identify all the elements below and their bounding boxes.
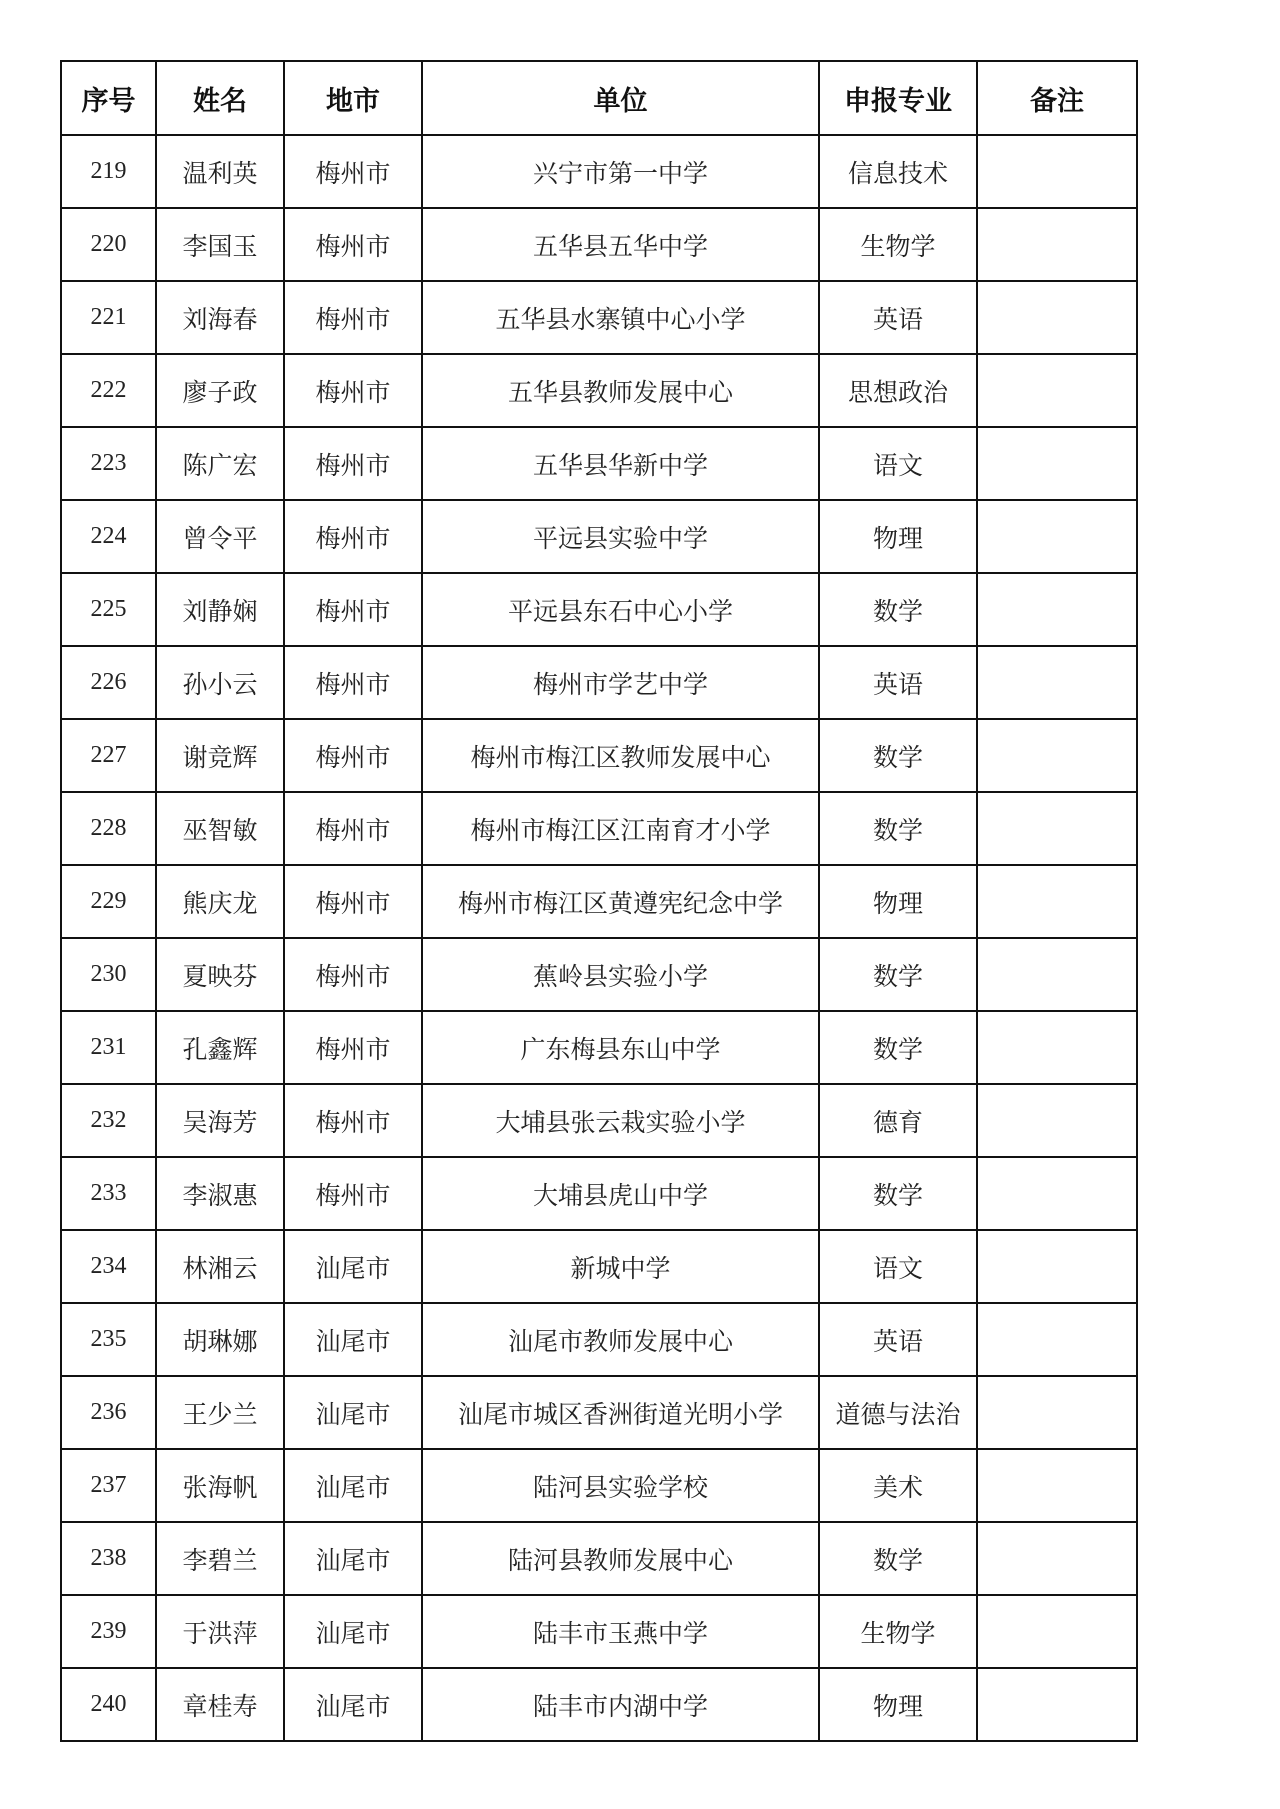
cell-name: 廖子政 [156, 354, 284, 427]
cell-remarks [977, 865, 1137, 938]
cell-serial-number: 235 [61, 1303, 156, 1376]
table-row [61, 1522, 1137, 1595]
cell-city: 梅州市 [284, 281, 422, 354]
cell-city: 梅州市 [284, 1084, 422, 1157]
cell-specialty: 信息技术 [819, 135, 977, 208]
cell-specialty: 数学 [819, 938, 977, 1011]
cell-unit: 汕尾市教师发展中心 [422, 1303, 819, 1376]
cell-remarks [977, 281, 1137, 354]
cell-specialty: 语文 [819, 1230, 977, 1303]
cell-remarks [977, 1303, 1137, 1376]
table-row [61, 427, 1137, 500]
cell-remarks [977, 135, 1137, 208]
cell-specialty: 物理 [819, 1668, 977, 1741]
cell-specialty: 语文 [819, 427, 977, 500]
cell-specialty: 道德与法治 [819, 1376, 977, 1449]
cell-unit: 梅州市梅江区黄遵宪纪念中学 [422, 865, 819, 938]
roster-table [60, 60, 1138, 1742]
cell-specialty: 美术 [819, 1449, 977, 1522]
cell-unit: 五华县华新中学 [422, 427, 819, 500]
cell-remarks [977, 646, 1137, 719]
cell-unit: 陆河县教师发展中心 [422, 1522, 819, 1595]
cell-remarks [977, 1011, 1137, 1084]
cell-city: 梅州市 [284, 573, 422, 646]
cell-city: 梅州市 [284, 427, 422, 500]
cell-serial-number: 219 [61, 135, 156, 208]
table-row [61, 1449, 1137, 1522]
cell-name: 章桂寿 [156, 1668, 284, 1741]
cell-specialty: 思想政治 [819, 354, 977, 427]
cell-remarks [977, 1449, 1137, 1522]
cell-serial-number: 227 [61, 719, 156, 792]
cell-specialty: 德育 [819, 1084, 977, 1157]
cell-city: 梅州市 [284, 792, 422, 865]
cell-city: 汕尾市 [284, 1303, 422, 1376]
header-unit: 单位 [422, 61, 819, 135]
cell-remarks [977, 1230, 1137, 1303]
header-row [61, 61, 1137, 135]
cell-city: 汕尾市 [284, 1668, 422, 1741]
cell-unit: 陆丰市内湖中学 [422, 1668, 819, 1741]
cell-serial-number: 240 [61, 1668, 156, 1741]
cell-name: 于洪萍 [156, 1595, 284, 1668]
header-name: 姓名 [156, 61, 284, 135]
cell-serial-number: 238 [61, 1522, 156, 1595]
cell-serial-number: 233 [61, 1157, 156, 1230]
cell-city: 梅州市 [284, 208, 422, 281]
table-row [61, 646, 1137, 719]
cell-remarks [977, 1595, 1137, 1668]
cell-unit: 大埔县张云栽实验小学 [422, 1084, 819, 1157]
cell-remarks [977, 1522, 1137, 1595]
cell-specialty: 数学 [819, 1011, 977, 1084]
cell-specialty: 数学 [819, 719, 977, 792]
cell-remarks [977, 1376, 1137, 1449]
cell-name: 李淑惠 [156, 1157, 284, 1230]
cell-remarks [977, 1084, 1137, 1157]
cell-city: 汕尾市 [284, 1522, 422, 1595]
cell-unit: 新城中学 [422, 1230, 819, 1303]
cell-city: 汕尾市 [284, 1595, 422, 1668]
cell-specialty: 物理 [819, 865, 977, 938]
cell-city: 梅州市 [284, 1157, 422, 1230]
cell-serial-number: 223 [61, 427, 156, 500]
cell-serial-number: 231 [61, 1011, 156, 1084]
header-serial-number: 序号 [61, 61, 156, 135]
cell-remarks [977, 938, 1137, 1011]
cell-name: 温利英 [156, 135, 284, 208]
cell-serial-number: 225 [61, 573, 156, 646]
cell-specialty: 英语 [819, 646, 977, 719]
cell-remarks [977, 1668, 1137, 1741]
table-row [61, 500, 1137, 573]
cell-name: 熊庆龙 [156, 865, 284, 938]
cell-serial-number: 236 [61, 1376, 156, 1449]
table-row [61, 573, 1137, 646]
table-row [61, 865, 1137, 938]
cell-city: 梅州市 [284, 719, 422, 792]
cell-serial-number: 234 [61, 1230, 156, 1303]
table-row [61, 719, 1137, 792]
cell-serial-number: 229 [61, 865, 156, 938]
table-row [61, 1595, 1137, 1668]
table-row [61, 1376, 1137, 1449]
cell-unit: 五华县教师发展中心 [422, 354, 819, 427]
header-city: 地市 [284, 61, 422, 135]
cell-name: 王少兰 [156, 1376, 284, 1449]
table-row [61, 135, 1137, 208]
cell-specialty: 生物学 [819, 1595, 977, 1668]
table-row [61, 208, 1137, 281]
table-row [61, 1157, 1137, 1230]
cell-unit: 广东梅县东山中学 [422, 1011, 819, 1084]
header-remarks: 备注 [977, 61, 1137, 135]
cell-specialty: 数学 [819, 573, 977, 646]
cell-specialty: 英语 [819, 281, 977, 354]
cell-serial-number: 221 [61, 281, 156, 354]
cell-remarks [977, 1157, 1137, 1230]
cell-name: 孙小云 [156, 646, 284, 719]
cell-unit: 平远县东石中心小学 [422, 573, 819, 646]
cell-unit: 兴宁市第一中学 [422, 135, 819, 208]
cell-unit: 大埔县虎山中学 [422, 1157, 819, 1230]
table-row [61, 281, 1137, 354]
cell-serial-number: 230 [61, 938, 156, 1011]
cell-remarks [977, 792, 1137, 865]
cell-serial-number: 228 [61, 792, 156, 865]
cell-name: 吴海芳 [156, 1084, 284, 1157]
cell-city: 梅州市 [284, 354, 422, 427]
cell-specialty: 数学 [819, 1522, 977, 1595]
cell-name: 刘海春 [156, 281, 284, 354]
cell-city: 梅州市 [284, 865, 422, 938]
cell-city: 梅州市 [284, 135, 422, 208]
table-row [61, 1084, 1137, 1157]
cell-serial-number: 239 [61, 1595, 156, 1668]
cell-name: 谢竞辉 [156, 719, 284, 792]
cell-unit: 平远县实验中学 [422, 500, 819, 573]
cell-name: 胡琳娜 [156, 1303, 284, 1376]
cell-name: 张海帆 [156, 1449, 284, 1522]
cell-name: 孔鑫辉 [156, 1011, 284, 1084]
cell-city: 汕尾市 [284, 1230, 422, 1303]
cell-remarks [977, 719, 1137, 792]
table-row [61, 1303, 1137, 1376]
cell-name: 陈广宏 [156, 427, 284, 500]
cell-city: 梅州市 [284, 646, 422, 719]
cell-serial-number: 226 [61, 646, 156, 719]
cell-name: 李国玉 [156, 208, 284, 281]
cell-city: 梅州市 [284, 1011, 422, 1084]
cell-serial-number: 224 [61, 500, 156, 573]
table-row [61, 1011, 1137, 1084]
cell-unit: 五华县水寨镇中心小学 [422, 281, 819, 354]
header-specialty: 申报专业 [819, 61, 977, 135]
cell-serial-number: 237 [61, 1449, 156, 1522]
table-row [61, 1230, 1137, 1303]
cell-city: 汕尾市 [284, 1376, 422, 1449]
cell-name: 曾令平 [156, 500, 284, 573]
cell-remarks [977, 354, 1137, 427]
table-row [61, 1668, 1137, 1741]
cell-name: 李碧兰 [156, 1522, 284, 1595]
cell-remarks [977, 208, 1137, 281]
cell-serial-number: 220 [61, 208, 156, 281]
cell-remarks [977, 573, 1137, 646]
cell-specialty: 数学 [819, 1157, 977, 1230]
cell-specialty: 生物学 [819, 208, 977, 281]
cell-unit: 梅州市学艺中学 [422, 646, 819, 719]
cell-unit: 梅州市梅江区江南育才小学 [422, 792, 819, 865]
cell-specialty: 物理 [819, 500, 977, 573]
table-row [61, 354, 1137, 427]
cell-city: 汕尾市 [284, 1449, 422, 1522]
cell-unit: 陆丰市玉燕中学 [422, 1595, 819, 1668]
table-row [61, 938, 1137, 1011]
cell-name: 夏映芬 [156, 938, 284, 1011]
cell-serial-number: 232 [61, 1084, 156, 1157]
cell-unit: 梅州市梅江区教师发展中心 [422, 719, 819, 792]
cell-city: 梅州市 [284, 500, 422, 573]
cell-unit: 五华县五华中学 [422, 208, 819, 281]
table-row [61, 792, 1137, 865]
cell-specialty: 数学 [819, 792, 977, 865]
cell-name: 刘静娴 [156, 573, 284, 646]
cell-remarks [977, 427, 1137, 500]
cell-city: 梅州市 [284, 938, 422, 1011]
cell-unit: 汕尾市城区香洲街道光明小学 [422, 1376, 819, 1449]
cell-remarks [977, 500, 1137, 573]
cell-name: 林湘云 [156, 1230, 284, 1303]
cell-unit: 陆河县实验学校 [422, 1449, 819, 1522]
cell-unit: 蕉岭县实验小学 [422, 938, 819, 1011]
cell-name: 巫智敏 [156, 792, 284, 865]
cell-specialty: 英语 [819, 1303, 977, 1376]
cell-serial-number: 222 [61, 354, 156, 427]
